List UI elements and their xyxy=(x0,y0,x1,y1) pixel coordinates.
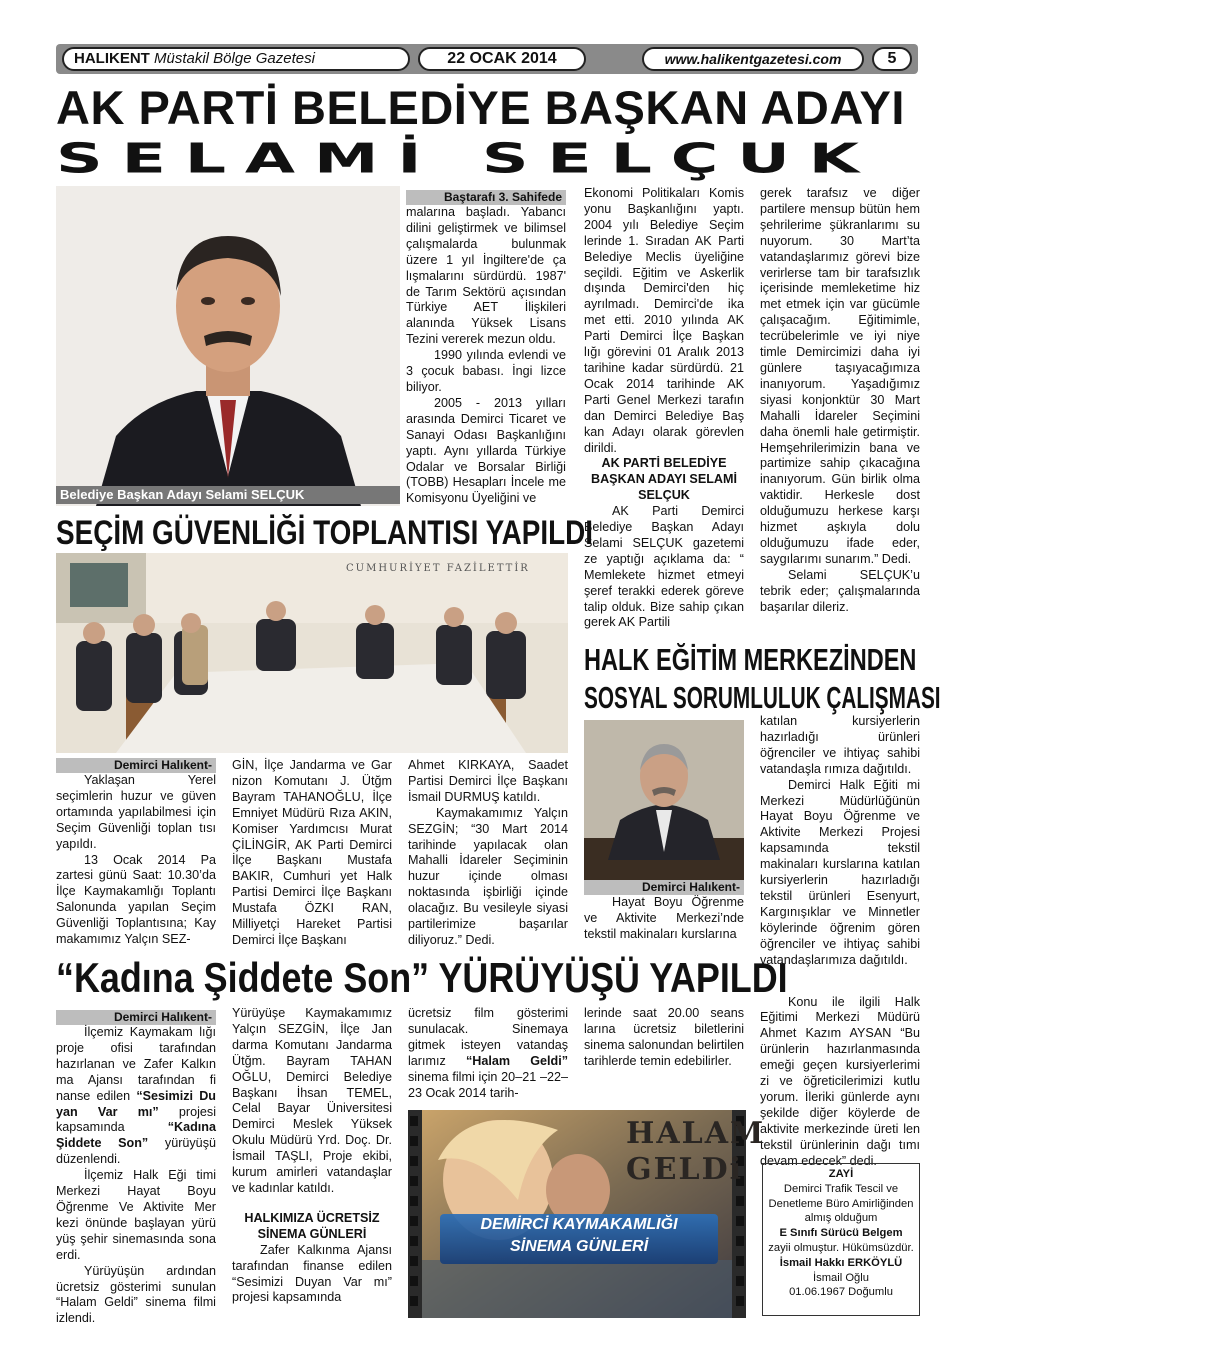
halk-column-1 xyxy=(584,880,744,943)
march-col1-p1 xyxy=(56,1025,216,1168)
candidate-photo-caption: Belediye Başkan Adayı Selami SELÇUK xyxy=(56,486,400,504)
director-photo xyxy=(584,720,744,882)
security-column-2 xyxy=(232,758,392,949)
halk-column-2 xyxy=(760,714,920,1169)
issue-date: 22 OCAK 2014 xyxy=(418,47,586,71)
meeting-scene xyxy=(56,553,568,753)
halk-byline: Demirci Halıkent- xyxy=(584,880,744,895)
notice-name: İsmail Hakkı ERKÖYLÜ xyxy=(779,1256,903,1269)
march-subhead: HALKIMIZA ÜCRETSİZ SİNEMA GÜNLERİ xyxy=(244,1210,380,1241)
march-column-1 xyxy=(56,1010,216,1327)
halk-col1-p1: Hayat Boyu Öğrenme ve Aktivite Merkezi’nde tekstil makinaları kurslarına xyxy=(584,895,744,941)
march-film-name: “Halam Geldi” xyxy=(465,1053,569,1068)
paper-name: HALIKENT xyxy=(74,50,150,67)
lead-column-3 xyxy=(760,186,920,615)
candidate-portrait xyxy=(56,186,400,506)
notice-dob: 01.06.1967 Doğumlu xyxy=(789,1286,893,1299)
lead-col2-p2: AK Parti Demirci Belediye Başkan Adayı Selami SELÇUK gazetemi ze yaptığı açıklama da: “ Memlekete hizmet etmeyi şeref terakki ederek göreve talip olduk. Bize sahip çıkan gerek AK Partili xyxy=(584,504,744,630)
security-col2-p1: GİN, İlçe Jandarma ve Gar nizon Komutanı J. Ütğm Bayram TAHANOĞLU, İlçe Emniyet Müdürü Rıza AKIN, Komiser Yardımcısı Murat ÇİLİNGİR, AK Parti Demirci İlçe Başkanı Mustafa BAKIR, Cumhuri yet Halk Partisi Demirci İlçe Başkanı Mustafa ÖZKI RAN, Milliyetçi Hareket Partisi Demirci İlçe Başkanı xyxy=(232,758,392,947)
lead-col1-p2: 1990 yılında evlendi ve 3 çocuk babası. İngi lizce biliyor. xyxy=(406,348,566,394)
march-event-name: “Kadına Şiddete Son” xyxy=(56,1120,216,1151)
security-headline: SEÇİM GÜVENLİĞİ TOPLANTISI YAPILDI xyxy=(56,514,594,552)
meeting-photo-banner: CUMHURİYET FAZİLETTİR xyxy=(346,563,530,574)
security-col3-p2: Kaymakamımız Yalçın SEZGİN; “30 Mart 2014 tarihinde yapılacak olan Mahalli İdareler Seçiminin huzur içinde olması noktasında işbirliği içinde olacağız. Bu vesileyle siyasi partilerimize başarılar diliyoruz.” Dedi. xyxy=(408,805,568,947)
paper-name-pill xyxy=(62,47,410,71)
march-column-3 xyxy=(408,1006,568,1101)
lead-col3-p2: Selami SELÇUK’u tebrik eder; çalışmalarında başarılar dileriz. xyxy=(760,567,920,614)
march-column-4 xyxy=(584,1006,744,1070)
notice-father: İsmail Oğlu xyxy=(813,1271,869,1284)
march-col1-p2: İlçemiz Halk Eği timi Merkezi Hayat Boyu Öğrenme Ve Aktivite Mer kezi önünde başlayan yürü yüş şehir sinemasında sona erdi. xyxy=(56,1168,216,1262)
film-poster xyxy=(408,1110,766,1318)
halk-col2-p3: Konu ile ilgili Halk Eğitimi Merkezi Müdürü Ahmet Kazım AYSAN “Bu ürünlerin hazırlanmasında emeği geçen kursiyerlerimi zi ve öğreticilerimizi kutlu yorum. İleriki günlerde aynı şekilde diğer köylerde de aktivite merkezinde üreti len tekstil ürünlerinin dağı tımı devam edecek” dedi. xyxy=(760,994,920,1168)
website-link[interactable]: www.halikentgazetesi.com xyxy=(642,47,864,71)
march-col3-p1 xyxy=(408,1006,568,1101)
page-number: 5 xyxy=(872,47,912,71)
halk-col2-p1: katılan kursiyerlerin hazırladığı ürünleri öğrenciler ve ihtiyaç sahibi vatandaşla rımıza dağıtıldı. xyxy=(760,714,920,776)
halk-headline-2: SOSYAL SORUMLULUK ÇALIŞMASI xyxy=(584,680,941,715)
march-col1-text-a: İlçemiz Kaymakam lığı proje ofisi tarafından hazırlanan ve Zafer Kalkın ma Ajansı tarafından fi nanse edilen xyxy=(56,1025,216,1103)
security-byline: Demirci Halıkent- xyxy=(56,758,216,773)
notice-text-a: Demirci Trafik Tescil ve Denetleme Büro Amirliğinden almış olduğum xyxy=(768,1182,914,1225)
lead-subhead: AK PARTİ BELEDİYE BAŞKAN ADAYI SELAMİ SELÇUK xyxy=(590,456,737,503)
lead-col1-p1: malarına başladı. Yabancı dilini geliştirmek ve bilimsel çalışmalarda bulunmak üzere 1 yıl İngiltere'de ça lışmalarını sürdürdü. 1987' de Tarım Sektörü açısından Türkiye AET İlişkileri alanında Yüksek Lisans Tezini vererek mezun oldu. xyxy=(406,205,566,347)
security-col1-p2: 13 Ocak 2014 Pa zartesi günü Saat: 10.30’da İlçe Kaymakamlığı Toplantı Salonunda yapılan Seçim Güvenliği Toplantısına; Kay makamımız Yalçın SEZ- xyxy=(56,852,216,947)
notice-title: ZAYİ xyxy=(828,1168,854,1180)
lead-candidate-name: SELAMİ SELÇUK xyxy=(56,134,878,183)
page-header xyxy=(56,44,918,74)
lost-license-notice xyxy=(762,1163,920,1316)
halk-col2-p2: Demirci Halk Eğiti mi Merkezi Müdürlüğünün Hayat Boyu Öğrenme ve Aktivite Merkezi Projesi kapsamında tekstil makinaları kurslarına katılan kursiyerlerin hazırladığı tekstil ürünleri Esenyurt, Kargınışıklar ve Minnetler köylerinde öğrenim gören öğrenciler ve ihtiyaç sahibi vatandaşlarımıza dağıtıldı. xyxy=(760,777,920,967)
director-portrait xyxy=(584,720,744,882)
paper-subtitle: Müstakil Bölge Gazetesi xyxy=(154,50,315,67)
march-col1-text-b: projesi kapsamında xyxy=(56,1104,217,1135)
march-col4-p1: lerinde saat 20.00 seans larına ücretsiz biletlerini sinema salonundan belirtilen tarihlerde temin edebilirler. xyxy=(584,1006,744,1068)
march-headline: “Kadına Şiddete Son” YÜRÜYÜŞÜ YAPILDI xyxy=(56,954,788,1001)
lead-column-1 xyxy=(406,190,566,507)
lead-headline: AK PARTİ BELEDİYE BAŞKAN ADAYI xyxy=(56,81,905,134)
security-col1-p1: Yaklaşan Yerel seçimlerin huzur ve güven ortamında yapılabilmesi için Seçim Güvenliği toplan tısı yapıldı. xyxy=(56,773,216,851)
march-project-name: “Sesimizi Du yan Var mı” xyxy=(56,1088,217,1119)
march-col1-p3: Yürüyüşün ardından ücretsiz gösterimi sunulan “Halam Geldi” sinema filmi izlendi. xyxy=(56,1263,216,1326)
march-col2-p2: Zafer Kalkınma Ajansı tarafından finanse edilen “Sesimizi Duyan Var mı” projesi kapsamında xyxy=(232,1242,392,1305)
security-column-3 xyxy=(408,758,568,949)
meeting-photo xyxy=(56,553,568,753)
security-col3-p1: Ahmet KIRKAYA, Saadet Partisi Demirci İlçe Başkanı İsmail DURMUŞ katıldı. xyxy=(408,758,568,804)
poster-banner-1: DEMİRCİ KAYMAKAMLIĞI xyxy=(480,1216,678,1233)
poster-banner-2: SİNEMA GÜNLERİ xyxy=(509,1238,649,1255)
march-col3-text-a: ücretsiz film gösterimi sunulacak. Sinemaya gitmek isteyen vatandaş larımız xyxy=(408,1006,568,1068)
security-column-1 xyxy=(56,758,216,948)
poster-title-1: HALAM xyxy=(626,1116,766,1151)
lead-col3-p1: gerek tarafsız ve diğer partilere mensup bütün hem şehrilerime şükranlarımı su nuyorum. 30 Mart’ta vatandaşlarımız görevi bize verirlerse tam bir tarafsızlık içerisinde memleketime hiz met etmek için var gücümle çalışacağım. Eğitimimle, tecrübelerimle ve iyi niye timle Demircimizi daha iyi günlere taşıyacağımıza inanıyorum. Yaşadığımız siyasi konjonktür 30 Mart Mahalli İdareler Seçimini daha önemli hale getirmiştir. Hemşehrilerimizin bana ve partimize sahip çıkacağına inanıyorum. Gün birlik olma vaktidir. Herkesle dost olduğumuzu herkese karşı hizmet aşkıyla dolu olduğumuzu ifade eder, saygılarımı sunarım.” Dedi. xyxy=(760,186,920,566)
march-col2-p1: Yürüyüşe Kaymakamımız Yalçın SEZGİN, İlçe Jan darma Komutanı Jandarma Ütğm. Bayram TAHAN OĞLU, Demirci Belediye Başkanı İhsan TEMEL, Celal Bayar Üniversitesi Demirci Meslek Yüksek Okulu Müdürü Yrd. Doç. Dr. İsmail TAŞLI, Proje ekibi, kurum amirleri vatandaşlar ve kadınlar katıldı. xyxy=(232,1006,392,1195)
continued-label: Baştarafı 3. Sahifede xyxy=(406,190,566,205)
march-col3-text-b: sinema filmi için 20–21 –22–23 Ocak 2014 tarih- xyxy=(408,1069,568,1100)
march-byline: Demirci Halıkent- xyxy=(56,1010,216,1025)
lead-col1-p3: 2005 - 2013 yılları arasında Demirci Ticaret ve Sanayi Odası Başkanlığını yaptı. Aynı yıllarda Türkiye Odalar ve Borsalar Birliği (TOBB) Hesapları İncele me Komisyonu Üyeliğini ve xyxy=(406,395,566,506)
lead-column-2 xyxy=(584,186,744,631)
candidate-photo xyxy=(56,186,400,506)
march-col1-text-c: yürüyüşü düzenlendi. xyxy=(56,1136,216,1167)
poster-title-2: GELDi xyxy=(626,1152,743,1187)
halk-headline-1: HALK EĞİTİM MERKEZİNDEN xyxy=(584,642,917,677)
march-column-2 xyxy=(232,1006,392,1306)
lead-col2-p1: Ekonomi Politikaları Komis yonu Başkanlığını yaptı. 2004 yılı Belediye Seçim lerinde 1. Sıradan AK Parti Belediye Meclis üyeliğine seçildi. Eğitim ve Askerlik dışında Demirci'den hiç ayrılmadı. Demirci'de ika met etti. 2010 yılında AK Parti Demirci İlçe Başkan lığı görevini 01 Aralık 2013 tarihine kadar sürdürdü. 21 Ocak 2014 tarihinde AK Parti Genel Merkezi tarafın dan Demirci Belediye Baş kan Adayı olarak görevlen dirildi. xyxy=(584,186,744,455)
notice-text-b: zayii olmuştur. Hükümsüzdür. xyxy=(768,1241,914,1254)
notice-license: E Sınıfı Sürücü Belgem xyxy=(779,1227,903,1240)
